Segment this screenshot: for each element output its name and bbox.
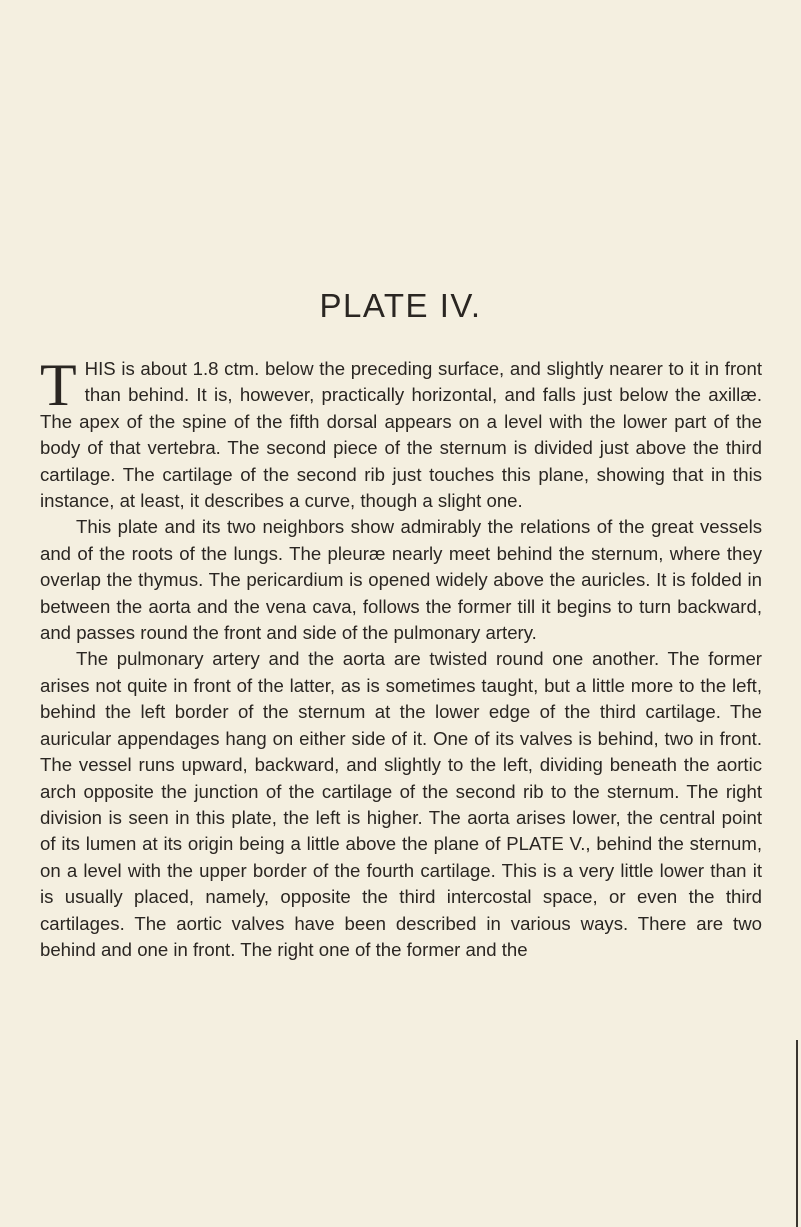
page-edge-shadow xyxy=(796,1040,798,1227)
paragraph-1 xyxy=(40,352,762,514)
page-title: PLATE IV. xyxy=(319,287,482,324)
drop-cap: T xyxy=(40,352,77,418)
body-text xyxy=(40,352,762,963)
paragraph-1-text: HIS is about 1.8 ctm. below the preceding surface, and slightly nearer to it in front than behind. It is, however, practically horizontal, and falls just below the axillæ. The apex of the spine of the fifth dorsal appears on a level with the lower part of the body of that vertebra. The second piece of the sternum is divided just above the third cartilage. The cartilage of the second rib just touches this plane, showing that in this instance, at least, it describes a curve, though a slight one. xyxy=(40,358,762,512)
paragraph-2: This plate and its two neighbors show admirably the relations of the great vessels and of the roots of the lungs. The pleuræ nearly meet behind the sternum, where they overlap the thymus. The pericardium is opened widely above the auricles. It is folded in between the aorta and the vena cava, follows the former till it begins to turn backward, and passes round the front and side of the pulmonary artery. xyxy=(40,516,762,644)
paragraph-3: The pulmonary artery and the aorta are twisted round one another. The former arises not quite in front of the latter, as is sometimes taught, but a little more to the left, behind the left border of the sternum at the lower edge of the third cartilage. The auricular appendages hang on either side of it. One of its valves is behind, two in front. The vessel runs upward, backward, and slightly to the left, dividing beneath the aortic arch opposite the junction of the cartilage of the second rib to the sternum. The right division is seen in this plate, the left is higher. The aorta arises lower, the central point of its lumen at its origin being a little above the plane of PLATE V., behind the sternum, on a level with the upper border of the fourth cartilage. This is a very little lower than it is usually placed, namely, opposite the third intercostal space, or even the third cartilages. The aortic valves have been described in various ways. There are two behind and one in front. The right one of the former and the xyxy=(40,648,762,960)
